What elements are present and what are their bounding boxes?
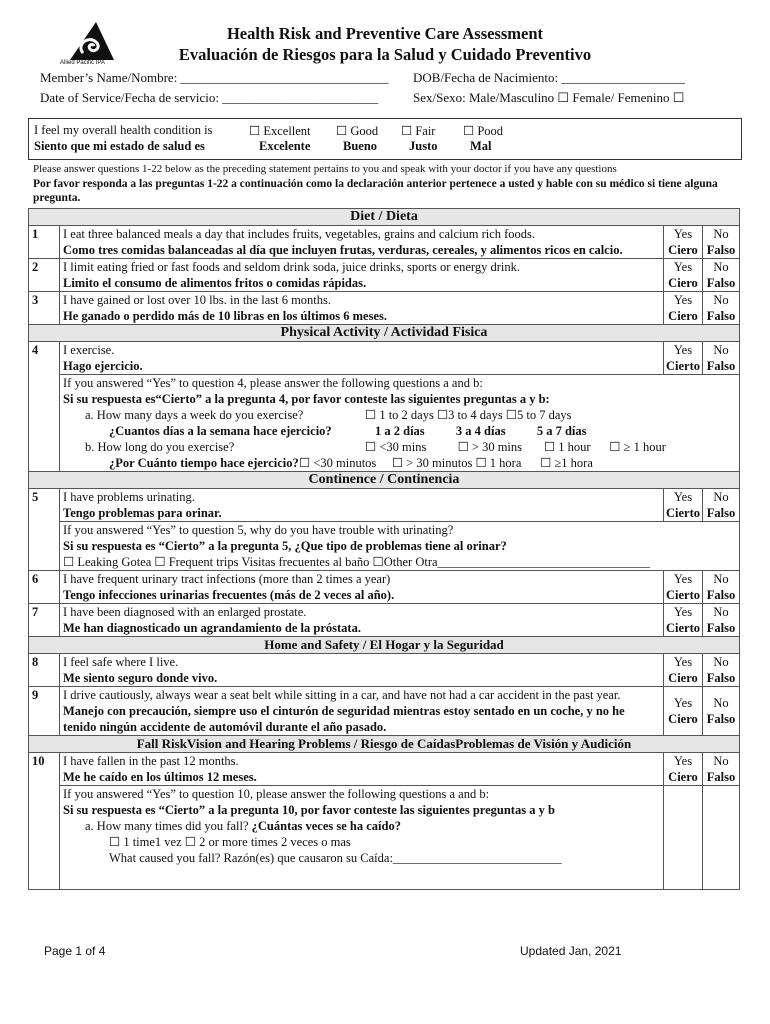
- yes-option[interactable]: [663, 259, 702, 292]
- yes-label-es: Ciero: [668, 671, 698, 685]
- no-label: No: [713, 572, 729, 586]
- yes-label-es: Cierto: [665, 359, 700, 373]
- no-label-es: Falso: [706, 276, 736, 290]
- fall-count-question: a. How many times did you fall?: [85, 819, 249, 833]
- question-row: [29, 571, 740, 604]
- yes-option[interactable]: [663, 687, 702, 736]
- page-title-es: Evaluación de Riesgos para la Salud y Cuidado Preventivo: [178, 45, 592, 64]
- instructions-es: Por favor responda a las preguntas 1-22 a continuación como la declaración anterior pertenece a usted y hable con su médico si tiene alguna pregunta.: [33, 178, 718, 204]
- no-label-es: Falso: [706, 309, 736, 323]
- no-label: No: [713, 754, 729, 768]
- yes-option[interactable]: [663, 342, 702, 375]
- question-en: I eat three balanced meals a day that includes fruits, vegetables, grains and calcium rich foods.: [63, 227, 536, 241]
- question-en: I have fallen in the past 12 months.: [63, 754, 239, 768]
- exercise-days-question-es: ¿Cuantos días a la semana hace ejercicio?: [109, 424, 332, 438]
- no-label-es: Falso: [706, 671, 736, 685]
- exercise-days-options[interactable]: ☐ 1 to 2 days ☐3 to 4 days ☐5 to 7 days: [365, 408, 572, 422]
- yes-option[interactable]: [663, 571, 702, 604]
- question-es: Manejo con precaución, siempre uso el cinturón de seguridad mientras estoy sentado en un coche, y no he tenido ningún accidente de automóvil durante el año pasado.: [63, 704, 625, 734]
- exercise-length-question-es: ¿Por Cuánto tiempo hace ejercicio?: [109, 456, 299, 470]
- yes-label-es: Ciero: [668, 276, 698, 290]
- no-label: No: [713, 227, 729, 241]
- no-label-es: Falso: [706, 770, 736, 784]
- question-text: [60, 571, 664, 604]
- health-question-es: Siento que mi estado de salud es: [34, 139, 205, 153]
- question-en: I have frequent urinary tract infections (more than 2 times a year): [63, 572, 391, 586]
- yes-label: Yes: [673, 343, 693, 357]
- page-title-en: Health Risk and Preventive Care Assessment: [226, 24, 544, 43]
- question-es: Hago ejercicio.: [63, 359, 143, 373]
- health-option-fair[interactable]: ☐ Fair: [401, 124, 436, 138]
- updated-date: Updated Jan, 2021: [520, 944, 622, 958]
- yes-label: Yes: [673, 490, 693, 504]
- question-es: Me siento seguro donde vivo.: [63, 671, 218, 685]
- question-es: Tengo infecciones urinarias frecuentes (más de 2 veces al año).: [63, 588, 395, 602]
- health-question-en: I feel my overall health condition is: [34, 123, 213, 137]
- health-option-excellent-es: Excelente: [259, 139, 311, 153]
- logo-caption: Allied Pacific IPA: [60, 60, 105, 66]
- yes-label: Yes: [673, 655, 693, 669]
- question-number: 7: [29, 604, 60, 637]
- yes-label: Yes: [673, 605, 693, 619]
- followup-es: Si su respuesta es “Cierto” a la pregunta 10, por favor conteste las siguientes preguntas a y b: [63, 803, 555, 817]
- question-en: I have gained or lost over 10 lbs. in the last 6 months.: [63, 293, 332, 307]
- no-label: No: [713, 343, 729, 357]
- no-label: No: [713, 696, 729, 710]
- page-number: Page 1 of 4: [44, 944, 106, 958]
- yes-label-es: Cierto: [665, 506, 700, 520]
- yes-label: Yes: [673, 227, 693, 241]
- question-es: Tengo problemas para orinar.: [63, 506, 222, 520]
- question-text: [60, 489, 664, 522]
- no-option[interactable]: [703, 571, 740, 604]
- question-text: [60, 292, 664, 325]
- followup-en: If you answered “Yes” to question 5, why do you have trouble with urinating?: [63, 523, 454, 537]
- question-row: [29, 753, 740, 786]
- dob-field[interactable]: DOB/Fecha de Nacimiento: ___________________: [413, 70, 685, 85]
- followup-es: Si su respuesta es“Cierto” a la pregunta 4, por favor conteste las siguientes preguntas a y b:: [63, 392, 550, 406]
- exercise-length-options-es: ☐ <30 minutos ☐ > 30 minutos ☐ 1 hora ☐ ≥1 hora: [299, 456, 593, 470]
- question-en: I feel safe where I live.: [63, 655, 179, 669]
- health-option-poor[interactable]: ☐ Pood: [463, 124, 504, 138]
- health-option-excellent[interactable]: ☐ Excellent: [249, 124, 311, 138]
- yes-label-es: Ciero: [668, 770, 698, 784]
- section-diet: Diet / Dieta: [29, 209, 740, 226]
- question-es: He ganado o perdido más de 10 libras en los últimos 6 meses.: [63, 309, 387, 323]
- question-en: I drive cautiously, always wear a seat belt while sitting in a car, and have not had a car accident in the past year.: [63, 688, 621, 702]
- date-of-service-field[interactable]: Date of Service/Fecha de servicio: ________________________: [40, 90, 379, 105]
- question-number: 9: [29, 687, 60, 736]
- yes-label-es: Cierto: [665, 621, 700, 635]
- health-option-good-es: Bueno: [343, 139, 378, 153]
- no-label-es: Falso: [706, 243, 736, 257]
- exercise-length-question: b. How long do you exercise?: [85, 440, 235, 454]
- question-text: [60, 259, 664, 292]
- followup-es: Si su respuesta es “Cierto” a la pregunta 5, ¿Que tipo de problemas tiene al orinar?: [63, 539, 507, 553]
- yes-label-es: Ciero: [668, 243, 698, 257]
- no-option[interactable]: [703, 489, 740, 522]
- followup-row: [29, 786, 740, 890]
- question-number: 10: [29, 753, 60, 890]
- yes-label: Yes: [673, 754, 693, 768]
- followup-en: If you answered “Yes” to question 4, please answer the following questions a and b:: [63, 376, 483, 390]
- question-row: [29, 226, 740, 259]
- question-number: 8: [29, 654, 60, 687]
- question-text: [60, 342, 664, 375]
- section-continence: Continence / Continencia: [29, 472, 740, 489]
- no-option[interactable]: [703, 342, 740, 375]
- followup-block: [60, 522, 740, 571]
- question-text: [60, 753, 664, 786]
- health-option-fair-es: Justo: [409, 139, 438, 153]
- followup-block: [60, 786, 664, 890]
- sex-field[interactable]: Sex/Sexo: Male/Masculino ☐ Female/ Femenino ☐: [413, 90, 685, 105]
- section-fall-risk: Fall RiskVision and Hearing Problems / Riesgo de CaídasProblemas de Visión y Audición: [29, 736, 740, 753]
- empty-yes-cell: [663, 786, 702, 890]
- yes-label-es: Ciero: [668, 309, 698, 323]
- no-label-es: Falso: [706, 359, 736, 373]
- followup-row: [29, 375, 740, 472]
- question-text: [60, 654, 664, 687]
- yes-label: Yes: [673, 293, 693, 307]
- yes-option[interactable]: [663, 226, 702, 259]
- no-label: No: [713, 260, 729, 274]
- question-en: I have problems urinating.: [63, 490, 195, 504]
- no-option[interactable]: [703, 753, 740, 786]
- yes-option[interactable]: [663, 604, 702, 637]
- question-row: [29, 292, 740, 325]
- fall-count-question-es: ¿Cuántas veces se ha caído?: [251, 819, 401, 833]
- assessment-table: [28, 208, 740, 890]
- yes-option[interactable]: [663, 292, 702, 325]
- yes-option[interactable]: [663, 489, 702, 522]
- section-physical-activity: Physical Activity / Actividad Fisica: [29, 325, 740, 342]
- no-option[interactable]: [703, 654, 740, 687]
- fall-cause-field[interactable]: What caused you fall? Razón(es) que causaron su Caída:___________________________: [109, 851, 562, 865]
- question-row: [29, 687, 740, 736]
- question-row: [29, 342, 740, 375]
- no-label: No: [713, 490, 729, 504]
- no-label-es: Falso: [706, 621, 736, 635]
- question-en: I limit eating fried or fast foods and seldom drink soda, juice drinks, sports or energy drink.: [63, 260, 520, 274]
- question-text: [60, 226, 664, 259]
- yes-label: Yes: [673, 696, 693, 710]
- question-en: I exercise.: [63, 343, 115, 357]
- exercise-days-options-es: 1 a 2 días 3 a 4 días 5 a 7 días: [375, 424, 587, 438]
- question-row: [29, 654, 740, 687]
- exercise-length-options[interactable]: ☐ <30 mins ☐ > 30 mins ☐ 1 hour ☐ ≥ 1 hour: [365, 440, 666, 454]
- urination-problem-options[interactable]: ☐ Leaking Gotea ☐ Frequent trips Visitas frecuentes al baño ☐Other Otra__________________________________: [63, 555, 651, 569]
- followup-row: [29, 522, 740, 571]
- question-es: Me han diagnosticado un agrandamiento de la próstata.: [63, 621, 361, 635]
- question-row: [29, 259, 740, 292]
- no-option[interactable]: [703, 259, 740, 292]
- overall-health-box: [28, 118, 742, 160]
- member-name-field[interactable]: Member’s Name/Nombre: ________________________________: [40, 70, 389, 85]
- question-number: 3: [29, 292, 60, 325]
- question-es: Me he caído en los últimos 12 meses.: [63, 770, 257, 784]
- section-home-safety: Home and Safety / El Hogar y la Seguridad: [29, 637, 740, 654]
- question-es: Limito el consumo de alimentos fritos o comidas rápidas.: [63, 276, 367, 290]
- no-label-es: Falso: [706, 588, 736, 602]
- yes-label-es: Ciero: [668, 712, 698, 726]
- no-label: No: [713, 655, 729, 669]
- question-number: 6: [29, 571, 60, 604]
- fall-count-options[interactable]: ☐ 1 time1 vez ☐ 2 or more times 2 veces o mas: [109, 835, 351, 849]
- no-label-es: Falso: [706, 506, 736, 520]
- no-label-es: Falso: [706, 712, 736, 726]
- health-option-poor-es: Mal: [470, 139, 492, 153]
- no-option[interactable]: [703, 687, 740, 736]
- question-number: 2: [29, 259, 60, 292]
- followup-block: [60, 375, 740, 472]
- question-text: [60, 687, 664, 736]
- no-option[interactable]: [703, 292, 740, 325]
- question-en: I have been diagnosed with an enlarged prostate.: [63, 605, 307, 619]
- exercise-days-question: a. How many days a week do you exercise?: [85, 408, 304, 422]
- no-option[interactable]: [703, 604, 740, 637]
- no-option[interactable]: [703, 226, 740, 259]
- question-text: [60, 604, 664, 637]
- empty-no-cell: [703, 786, 740, 890]
- question-es: Como tres comidas balanceadas al día que incluyen frutas, verduras, cereales, y alimentos ricos en calcio.: [63, 243, 623, 257]
- no-label: No: [713, 293, 729, 307]
- yes-option[interactable]: [663, 753, 702, 786]
- yes-option[interactable]: [663, 654, 702, 687]
- question-number: 4: [29, 342, 60, 472]
- yes-label: Yes: [673, 572, 693, 586]
- instructions-en: Please answer questions 1-22 below as the preceding statement pertains to you and speak with your doctor if you have any questions: [33, 163, 617, 175]
- question-number: 5: [29, 489, 60, 571]
- yes-label-es: Cierto: [665, 588, 700, 602]
- question-number: 1: [29, 226, 60, 259]
- yes-label: Yes: [673, 260, 693, 274]
- question-row: [29, 604, 740, 637]
- question-row: [29, 489, 740, 522]
- followup-en: If you answered “Yes” to question 10, please answer the following questions a and b:: [63, 787, 490, 801]
- no-label: No: [713, 605, 729, 619]
- health-option-good[interactable]: ☐ Good: [336, 124, 379, 138]
